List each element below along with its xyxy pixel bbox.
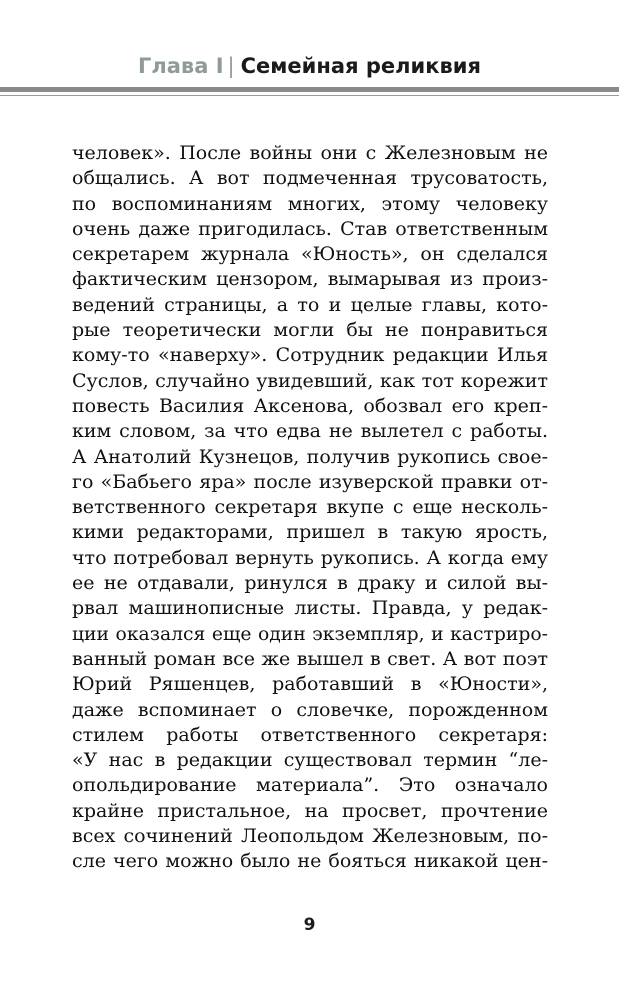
text-line: фактическим цензором, вымарывая из произ- (72, 268, 548, 291)
text-line: кими редакторами, пришел в такую ярость, (72, 521, 548, 544)
page-number: 9 (303, 915, 316, 935)
text-line: Юрий Ряшенцев, работавший в «Юности», (72, 673, 548, 696)
text-line: «У нас в редакции существовал термин “ле- (72, 749, 548, 772)
text-line: по воспоминаниям многих, этому человеку (72, 192, 548, 215)
text-line: кому-то «наверху». Сотрудник редакции Илья (72, 344, 548, 367)
chapter-label: Глава I (138, 54, 224, 78)
header-rule-thick (0, 87, 619, 92)
text-line: рые теоретически могли бы не понравиться (72, 319, 548, 342)
text-line: А Анатолий Кузнецов, получив рукопись свое- (72, 445, 548, 468)
running-header (0, 48, 619, 84)
text-line: рвал машинописные листы. Правда, у редак- (72, 597, 548, 620)
text-line: ванный роман все же вышел в свет. А вот поэт (72, 647, 548, 670)
body-text (72, 141, 548, 875)
text-line: сле чего можно было не бояться никакой цен- (72, 850, 548, 873)
text-line: ким словом, за что едва не вылетел с работы. (72, 420, 548, 443)
text-line: секретарем журнала «Юность», он сделался (72, 243, 548, 266)
text-line: общались. А вот подмеченная трусоватость, (72, 167, 548, 190)
text-line: Суслов, случайно увидевший, как тот корежит (72, 369, 548, 392)
text-line: опольдирование материала”. Это означало (72, 774, 548, 797)
text-line: стилем работы ответственного секретаря: (72, 723, 548, 746)
text-line: ветственного секретаря вкупе с еще несколь- (72, 496, 548, 519)
text-line: даже вспоминает о словечке, порожденном (72, 698, 548, 721)
chapter-title: Семейная реликвия (240, 54, 481, 78)
text-line: всех сочинений Леопольдом Железновым, по- (72, 825, 548, 848)
text-line: повесть Василия Аксенова, обозвал его креп- (72, 394, 548, 417)
text-line: человек». После войны они с Железновым не (72, 142, 548, 164)
text-line: ее не отдавали, ринулся в драку и силой вы- (72, 572, 548, 595)
text-line: крайне пристальное, на просвет, прочтение (72, 799, 548, 822)
text-line: ведений страницы, а то и целые главы, кото- (72, 293, 548, 316)
header-separator: | (227, 54, 235, 78)
text-line: го «Бабьего яра» после изуверской правки от- (72, 470, 548, 493)
text-line: очень даже пригодилась. Став ответственным (72, 217, 548, 240)
text-line: ции оказался еще один экземпляр, и кастриро- (72, 623, 548, 645)
text-line: что потребовал вернуть рукопись. А когда ему (72, 546, 548, 569)
header-rule-thin (0, 95, 619, 96)
